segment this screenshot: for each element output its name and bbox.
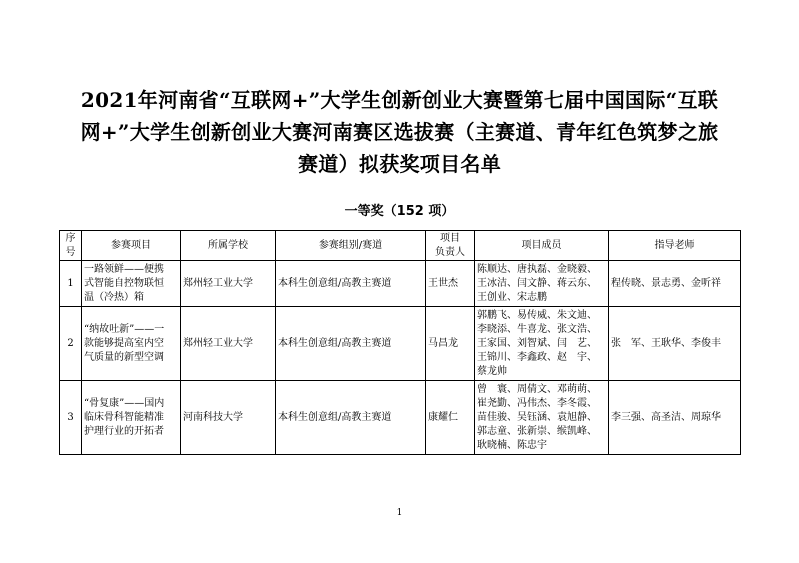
member-line: 崔尧勤、冯伟杰、李冬霞、 [477, 397, 597, 409]
cell-members [475, 381, 609, 455]
header-leader-line: 项目 [440, 232, 460, 244]
cell-seq: 2 [60, 307, 82, 381]
cell-advisor: 张 军、王耿华、李俊丰 [609, 307, 741, 381]
header-members: 项目成员 [475, 231, 609, 261]
document-title [62, 84, 737, 180]
table-header-row [60, 231, 741, 261]
project-line: 气质量的新型空调 [84, 351, 164, 363]
award-level-heading: 一等奖（152 项） [344, 204, 455, 219]
project-line: 护理行业的开拓者 [84, 425, 164, 437]
page-number: 1 [396, 508, 403, 518]
header-seq: 序号 [60, 231, 82, 261]
cell-school: 河南科技大学 [181, 381, 276, 455]
member-line: 王创业、宋志鹏 [477, 291, 547, 303]
project-line: 款能够提高室内空 [84, 337, 164, 349]
header-group: 参赛组别/赛道 [276, 231, 426, 261]
member-line: 郭志童、张新崇、缑凯峰、 [477, 425, 597, 437]
header-school: 所属学校 [181, 231, 276, 261]
cell-group: 本科生创意组/高教主赛道 [276, 381, 426, 455]
cell-leader: 马昌龙 [426, 307, 475, 381]
cell-group: 本科生创意组/高教主赛道 [276, 261, 426, 307]
member-line: 陈顺达、唐执磊、金晓毅、 [477, 263, 597, 275]
member-line: 李晓添、牛喜龙、张文浩、 [477, 323, 597, 335]
header-project: 参赛项目 [82, 231, 181, 261]
cell-members [475, 261, 609, 307]
cell-members [475, 307, 609, 381]
cell-project [82, 261, 181, 307]
title-line: 赛道）拟获奖项目名单 [298, 152, 501, 176]
member-line: 耿晓楠、陈忠宇 [477, 439, 547, 451]
cell-leader: 王世杰 [426, 261, 475, 307]
cell-project [82, 381, 181, 455]
cell-seq: 3 [60, 381, 82, 455]
header-leader-line: 负责人 [435, 246, 465, 258]
table-row [60, 261, 741, 307]
member-line: 曾 寰、周倩文、邓萌萌、 [477, 383, 597, 395]
project-line: 一路领鲜——便携 [84, 263, 164, 275]
header-leader [426, 231, 475, 261]
project-line: 式智能自控物联恒 [84, 277, 164, 289]
table-row [60, 381, 741, 455]
cell-leader: 康耀仁 [426, 381, 475, 455]
award-table [59, 230, 741, 455]
project-line: 温（冷热）箱 [84, 291, 144, 303]
member-line: 王冰洁、闫文静、蒋云东、 [477, 277, 597, 289]
table-row [60, 307, 741, 381]
project-line: “纳故吐新”——一 [84, 323, 165, 335]
project-line: 临床骨科智能精准 [84, 411, 164, 423]
cell-advisor: 程传晓、景志勇、金听祥 [609, 261, 741, 307]
member-line: 王家国、刘智斌、闫 艺、 [477, 337, 597, 349]
cell-school: 郑州轻工业大学 [181, 307, 276, 381]
cell-project [82, 307, 181, 381]
member-line: 苗佳骏、吴钰涵、袁旭静、 [477, 411, 597, 423]
cell-seq: 1 [60, 261, 82, 307]
header-advisor: 指导老师 [609, 231, 741, 261]
member-line: 蔡龙帅 [477, 365, 507, 377]
cell-school: 郑州轻工业大学 [181, 261, 276, 307]
project-line: “骨复康”——国内 [84, 397, 165, 409]
title-line: 2021年河南省“互联网+”大学生创新创业大赛暨第七届中国国际“互联 [80, 88, 719, 112]
member-line: 王锦川、李鑫政、赵 宇、 [477, 351, 597, 363]
cell-advisor: 李三强、高圣洁、周琼华 [609, 381, 741, 455]
cell-group: 本科生创意组/高教主赛道 [276, 307, 426, 381]
title-line: 网+”大学生创新创业大赛河南赛区选拔赛（主赛道、青年红色筑梦之旅 [80, 120, 719, 144]
member-line: 郭鹏飞、易传威、朱文迪、 [477, 309, 597, 321]
